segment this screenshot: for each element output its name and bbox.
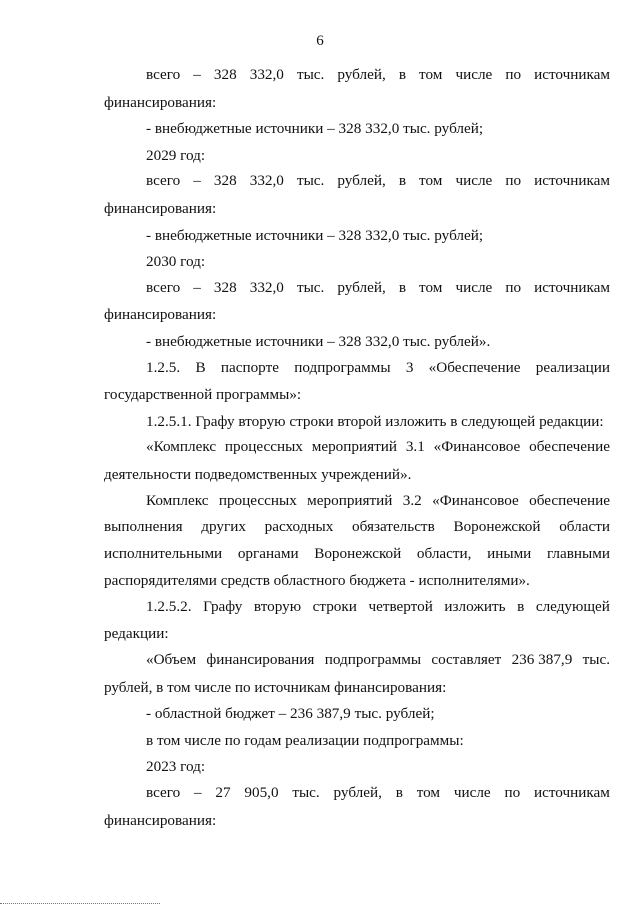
line-text: - внебюджетные источники – 328 332,0 тыс. рублей; bbox=[146, 226, 484, 244]
line-text: финансирования: bbox=[104, 199, 217, 217]
word: области, bbox=[416, 544, 472, 562]
word: иными bbox=[487, 544, 532, 562]
word: «Финансовое bbox=[433, 438, 521, 456]
word: изложить bbox=[444, 597, 506, 615]
word: – bbox=[193, 172, 201, 190]
word: обязательств bbox=[352, 518, 435, 536]
word: в bbox=[395, 784, 403, 802]
word: Воронежской bbox=[453, 518, 541, 536]
text-line bbox=[104, 252, 610, 272]
text-line bbox=[104, 226, 610, 246]
word: том bbox=[419, 278, 443, 296]
word: источникам bbox=[534, 784, 610, 802]
word: тыс. bbox=[296, 172, 325, 190]
text-line bbox=[104, 784, 610, 804]
word: тыс. bbox=[292, 784, 320, 802]
word: финансирования bbox=[206, 651, 315, 669]
word: процессных bbox=[224, 438, 303, 456]
text-line bbox=[104, 465, 610, 485]
word: том bbox=[416, 784, 441, 802]
word: 332,0 bbox=[249, 172, 284, 190]
text-line bbox=[104, 571, 610, 591]
text-line bbox=[104, 93, 610, 113]
text-line bbox=[104, 385, 610, 405]
word: 332,0 bbox=[249, 278, 284, 296]
line-text: 2023 год: bbox=[146, 758, 206, 776]
line-text: в том числе по годам реализации подпрограммы: bbox=[146, 731, 464, 749]
word: обеспечение bbox=[529, 438, 610, 456]
word: «Обеспечение bbox=[428, 358, 521, 376]
text-line bbox=[104, 305, 610, 325]
word: «Объем bbox=[146, 651, 197, 669]
word: – bbox=[193, 66, 201, 83]
line-text: - областной бюджет – 236 387,9 тыс. рублей; bbox=[146, 705, 435, 723]
line-text: 1.2.5.1. Графу вторую строки второй изложить в следующей редакции: bbox=[146, 412, 604, 430]
word: Графу bbox=[203, 597, 243, 615]
text-line bbox=[104, 332, 610, 352]
text-line bbox=[104, 545, 610, 565]
word: по bbox=[505, 66, 522, 83]
word: главными bbox=[546, 544, 610, 562]
word: 1.2.5. bbox=[146, 358, 181, 376]
text-line bbox=[104, 172, 610, 192]
word: 328 bbox=[213, 66, 237, 83]
word: 905,0 bbox=[244, 784, 279, 802]
line-text: финансирования: bbox=[104, 811, 217, 829]
word: строки bbox=[312, 597, 357, 615]
word: органами bbox=[237, 544, 299, 562]
word: составляет bbox=[431, 651, 502, 669]
word: 27 bbox=[215, 784, 231, 802]
word: области bbox=[559, 518, 610, 536]
word: источникам bbox=[534, 66, 610, 83]
word: 328 bbox=[213, 172, 237, 190]
word: – bbox=[194, 784, 202, 802]
line-text: финансирования: bbox=[104, 306, 217, 324]
line-text: распорядителями средств областного бюджета - исполнителями». bbox=[104, 572, 530, 590]
word: паспорте bbox=[220, 358, 279, 376]
word: подпрограммы bbox=[324, 651, 422, 669]
word: в bbox=[398, 66, 406, 83]
line-text: - внебюджетные источники – 328 332,0 тыс. рублей; bbox=[146, 120, 484, 138]
word: всего bbox=[146, 784, 181, 802]
word: рублей, bbox=[337, 278, 386, 296]
line-text: финансирования: bbox=[104, 93, 217, 111]
text-line bbox=[104, 492, 610, 512]
word: подпрограммы bbox=[294, 358, 391, 376]
text-line bbox=[104, 651, 610, 671]
word: вторую bbox=[253, 597, 302, 615]
word: в bbox=[398, 278, 406, 296]
word: по bbox=[505, 278, 522, 296]
text-line bbox=[104, 678, 610, 698]
word: 236 387,9 bbox=[511, 651, 573, 669]
text-line bbox=[104, 199, 610, 219]
text-line bbox=[104, 359, 610, 379]
word: Воронежской bbox=[314, 544, 402, 562]
word: мероприятий bbox=[311, 438, 397, 456]
word: тыс. bbox=[296, 66, 325, 83]
word: по bbox=[504, 784, 521, 802]
word: числе bbox=[455, 172, 493, 190]
text-line bbox=[104, 146, 610, 166]
word: рублей, bbox=[337, 172, 386, 190]
text-line bbox=[104, 624, 610, 644]
word: 3 bbox=[405, 358, 414, 376]
text-line bbox=[104, 66, 610, 86]
word: рублей, bbox=[337, 66, 386, 83]
word: всего bbox=[146, 66, 181, 83]
text-line bbox=[104, 598, 610, 618]
word: числе bbox=[453, 784, 491, 802]
word: – bbox=[193, 278, 201, 296]
line-text: государственной программы»: bbox=[104, 386, 302, 404]
word: по bbox=[505, 172, 522, 190]
line-text: - внебюджетные источники – 328 332,0 тыс. рублей». bbox=[146, 332, 491, 350]
word: других bbox=[201, 518, 246, 536]
word: числе bbox=[455, 66, 493, 83]
word: 332,0 bbox=[249, 66, 284, 83]
line-text: 2030 год: bbox=[146, 253, 206, 271]
word: числе bbox=[455, 278, 493, 296]
page-number: 6 bbox=[316, 33, 324, 49]
word: 1.2.5.2. bbox=[146, 597, 192, 615]
text-line bbox=[104, 704, 610, 724]
document-body bbox=[104, 66, 610, 837]
text-line bbox=[104, 757, 610, 777]
word: следующей bbox=[535, 597, 610, 615]
word: в bbox=[398, 172, 406, 190]
word: в bbox=[517, 597, 525, 615]
text-line bbox=[104, 279, 610, 299]
line-text: рублей, в том числе по источникам финансирования: bbox=[104, 678, 447, 696]
word: «Комплекс bbox=[146, 438, 217, 456]
word: исполнительными bbox=[104, 544, 223, 562]
word: 3.2 bbox=[402, 491, 422, 509]
word: обеспечение bbox=[529, 491, 610, 509]
text-line bbox=[104, 438, 610, 458]
text-line bbox=[104, 412, 610, 432]
line-text: деятельности подведомственных учреждений». bbox=[104, 465, 412, 483]
word: реализации bbox=[535, 358, 610, 376]
word: четвертой bbox=[368, 597, 433, 615]
word: том bbox=[419, 172, 443, 190]
word: Комплекс bbox=[146, 491, 209, 509]
word: «Финансовое bbox=[432, 491, 519, 509]
word: рублей, bbox=[333, 784, 382, 802]
word: расходных bbox=[264, 518, 334, 536]
word: 3.1 bbox=[405, 438, 425, 456]
word: процессных bbox=[218, 491, 297, 509]
text-line bbox=[104, 731, 610, 751]
word: источникам bbox=[534, 278, 610, 296]
word: том bbox=[419, 66, 443, 83]
word: всего bbox=[146, 278, 181, 296]
text-line bbox=[104, 518, 610, 538]
word: 328 bbox=[213, 278, 237, 296]
word: В bbox=[195, 358, 206, 376]
word: тыс. bbox=[296, 278, 325, 296]
word: всего bbox=[146, 172, 181, 190]
word: тыс. bbox=[582, 651, 610, 669]
text-line bbox=[104, 811, 610, 831]
word: источникам bbox=[534, 172, 610, 190]
text-line bbox=[104, 119, 610, 139]
line-text: 2029 год: bbox=[146, 146, 206, 164]
line-text: редакции: bbox=[104, 625, 169, 643]
word: мероприятий bbox=[307, 491, 393, 509]
word: выполнения bbox=[104, 518, 183, 536]
